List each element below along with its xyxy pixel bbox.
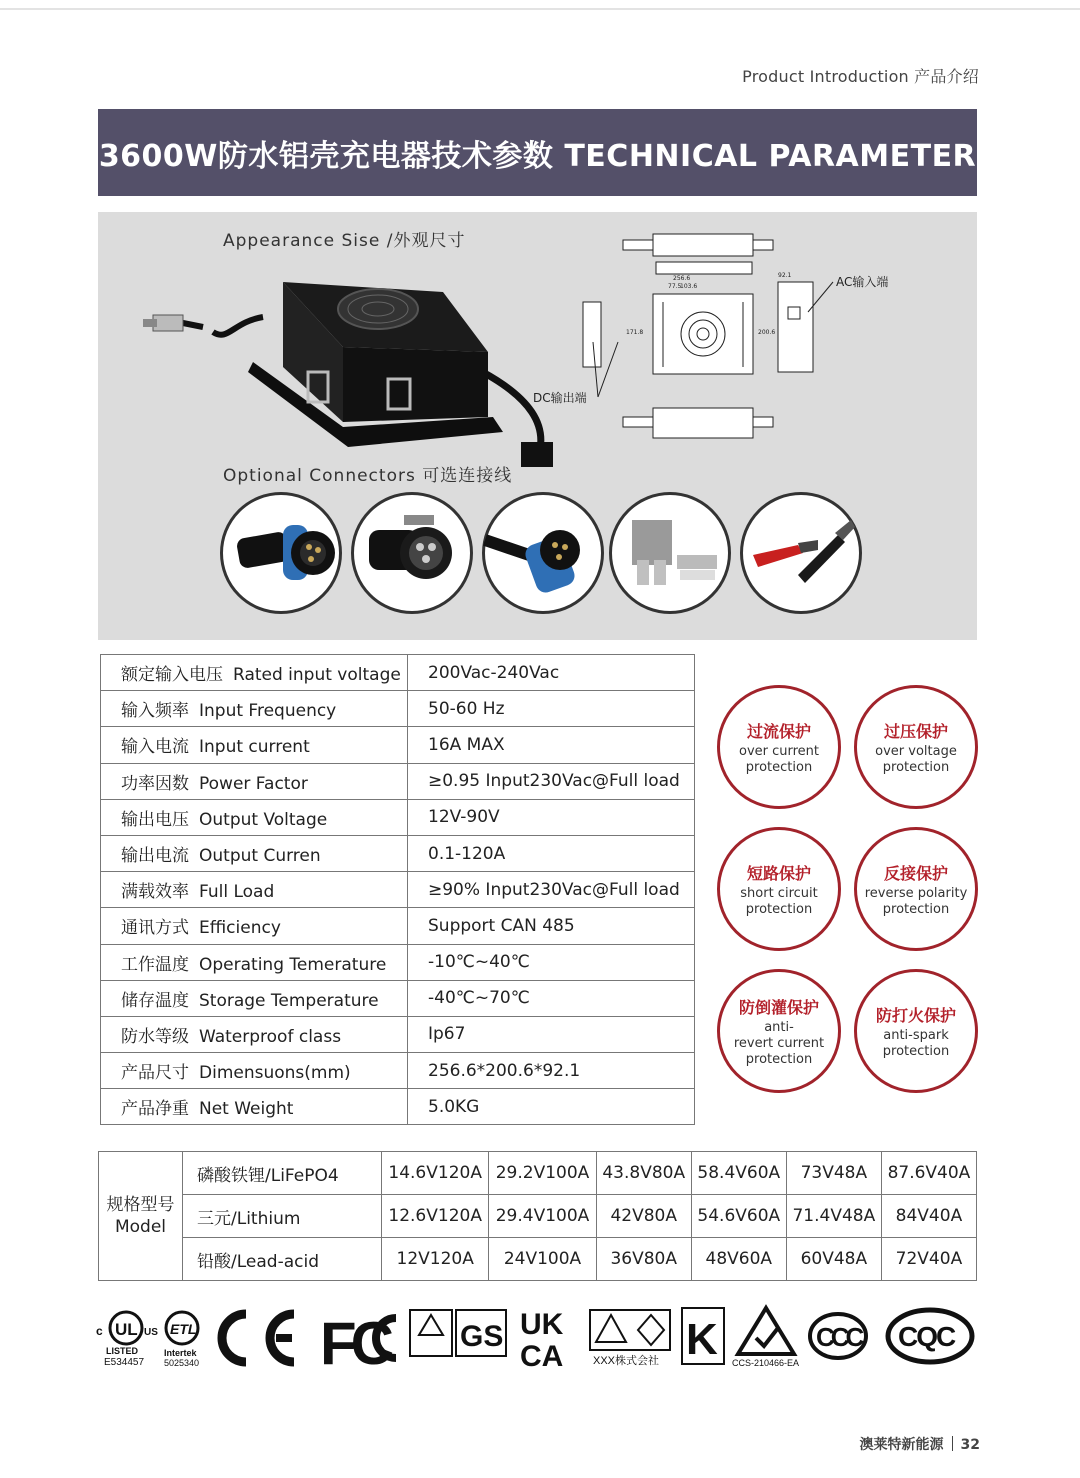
protection-desc: short circuit: [740, 885, 818, 901]
spec-label-en: Waterproof class: [199, 1026, 342, 1047]
model-cell: 43.8V80A: [596, 1152, 691, 1195]
model-cell: 29.4V100A: [489, 1195, 596, 1238]
section-label: Product Introduction 产品介绍: [742, 67, 979, 86]
spec-label-cn: 输入频率: [121, 701, 189, 722]
spec-label-cn: 防水等级: [121, 1026, 189, 1047]
spec-label: [101, 980, 408, 1016]
spec-label-en: Input Frequency: [199, 701, 337, 722]
spec-label: [101, 1053, 408, 1089]
spec-label: [101, 1016, 408, 1052]
model-cell: 72V40A: [881, 1238, 976, 1281]
svg-text:K: K: [686, 1315, 718, 1364]
spec-row: [101, 1053, 695, 1089]
model-cell: 36V80A: [596, 1238, 691, 1281]
model-header-en: Model: [114, 1217, 167, 1237]
page-footer: [860, 1434, 980, 1454]
connector-1-image: [220, 492, 342, 614]
protection-desc: protection: [882, 759, 950, 775]
spec-label: [101, 1089, 408, 1125]
spec-value: Support CAN 485: [408, 908, 695, 944]
spec-row: [101, 727, 695, 763]
spec-label-en: Output Voltage: [199, 809, 328, 830]
protection-desc: anti-spark: [883, 1027, 949, 1043]
appearance-label: Appearance Sise /外观尺寸: [223, 231, 466, 251]
spec-label: [101, 763, 408, 799]
spec-value: 5.0KG: [408, 1089, 695, 1125]
spec-row: [101, 944, 695, 980]
page-title: 3600W防水铝壳充电器技术参数 TECHNICAL PARAMETER: [98, 138, 977, 174]
ce-logo: [222, 1314, 294, 1362]
top-rule: [0, 8, 1080, 10]
spec-value: -10℃~40℃: [408, 944, 695, 980]
page-number: 32: [960, 1437, 980, 1453]
spec-label-cn: 工作温度: [121, 954, 189, 975]
spec-label-cn: 输出电流: [121, 846, 189, 867]
model-cell: 12.6V120A: [382, 1195, 489, 1238]
spec-label: [101, 655, 408, 691]
model-cell: 84V40A: [881, 1195, 976, 1238]
dim-depth: 200.6: [758, 329, 776, 336]
spec-label: [101, 799, 408, 835]
spec-label-cn: 产品净重: [121, 1099, 189, 1120]
spec-row: [101, 980, 695, 1016]
model-table: [98, 1151, 977, 1281]
spec-row: [101, 799, 695, 835]
etl-number: 5025340: [164, 1358, 200, 1368]
appearance-panel: [98, 212, 977, 640]
dc-output-label: DC输出端: [533, 391, 587, 405]
ukca-logo: [520, 1308, 564, 1373]
protection-desc: protection: [882, 901, 950, 917]
svg-text:c: c: [96, 1324, 103, 1338]
protection-title: 短路保护: [746, 863, 811, 883]
svg-text:UK: UK: [520, 1308, 564, 1341]
spec-label: [101, 727, 408, 763]
protection-title: 防倒灌保护: [738, 997, 819, 1017]
model-cell: 58.4V60A: [691, 1152, 786, 1195]
spec-label-cn: 储存温度: [121, 990, 189, 1011]
company-name: XXX株式会社: [593, 1355, 660, 1367]
spec-label-en: Efficiency: [199, 918, 281, 939]
spec-row: [101, 1089, 695, 1125]
spec-label: [101, 944, 408, 980]
spec-row: [101, 691, 695, 727]
model-cell: 48V60A: [691, 1238, 786, 1281]
spec-row: [101, 908, 695, 944]
spec-label-en: Output Curren: [199, 846, 321, 867]
protection-badge: [854, 827, 978, 951]
protection-title: 过压保护: [883, 721, 948, 741]
brand-name: 澳莱特新能源: [859, 1437, 944, 1453]
spec-label: [101, 908, 408, 944]
spec-label: [101, 835, 408, 871]
protection-badge: [717, 827, 841, 951]
svg-text:ETL: ETL: [170, 1321, 197, 1337]
dim-inner: 103.6: [680, 283, 698, 290]
protection-badge: [717, 685, 841, 809]
model-cell: 12V120A: [382, 1238, 489, 1281]
spec-label-cn: 额定输入电压: [121, 665, 223, 686]
model-cell: 14.6V120A: [382, 1152, 489, 1195]
dimension-drawing: [533, 222, 968, 452]
connector-3-image: [482, 492, 604, 614]
ac-input-label: AC输入端: [836, 275, 889, 289]
spec-row: [101, 655, 695, 691]
battery-type: 三元/Lithium: [183, 1195, 382, 1238]
ul-listed-text: LISTED: [106, 1346, 139, 1356]
svg-text:US: US: [144, 1327, 158, 1338]
connector-5-image: [740, 492, 862, 614]
model-cell: 42V80A: [596, 1195, 691, 1238]
protection-badge: [717, 969, 841, 1093]
spec-row: [101, 835, 695, 871]
footer-divider: [952, 1436, 953, 1451]
model-cell: 29.2V100A: [489, 1152, 596, 1195]
spec-label-en: Storage Temperature: [199, 990, 379, 1011]
model-cell: 54.6V60A: [691, 1195, 786, 1238]
model-cell: 60V48A: [786, 1238, 881, 1281]
charger-photo: [143, 247, 563, 467]
protection-desc: reverse polarity: [864, 885, 968, 901]
kc-logo: [682, 1308, 799, 1368]
battery-type: 磷酸铁锂/LiFePO4: [183, 1152, 382, 1195]
protection-title: 过流保护: [746, 721, 811, 741]
model-row: [99, 1152, 977, 1195]
spec-value: 0.1-120A: [408, 835, 695, 871]
spec-label-en: Power Factor: [199, 773, 308, 794]
model-cell: 71.4V48A: [786, 1195, 881, 1238]
svg-text:CQC: CQC: [898, 1321, 955, 1352]
connectors-label: Optional Connectors 可选连接线: [223, 466, 513, 486]
spec-row: [101, 872, 695, 908]
svg-text:CCC: CCC: [816, 1322, 861, 1352]
kc-number: CCS-210466-EA: [732, 1358, 800, 1368]
spec-label-en: Operating Temerature: [199, 954, 387, 975]
spec-label-cn: 输入电流: [121, 737, 189, 758]
protection-desc: over voltage: [875, 743, 957, 759]
spec-value: ≥0.95 Input230Vac@Full load: [408, 763, 695, 799]
spec-label-en: Net Weight: [199, 1099, 294, 1120]
tuv-gs-logo: [410, 1310, 506, 1356]
dim-offset: 77.5: [668, 283, 682, 290]
spec-value: 50-60 Hz: [408, 691, 695, 727]
connector-2-image: [351, 492, 473, 614]
model-cell: 87.6V40A: [881, 1152, 976, 1195]
spec-value: 12V-90V: [408, 799, 695, 835]
spec-table: [100, 654, 695, 1125]
spec-label-en: Dimensuons(mm): [199, 1063, 351, 1084]
protection-desc: protection: [745, 759, 813, 775]
svg-text:CA: CA: [520, 1340, 564, 1373]
ul-number: E534457: [104, 1357, 145, 1368]
protection-desc: over current: [738, 743, 820, 759]
connector-4-image: [609, 492, 731, 614]
ul-logo: [96, 1312, 158, 1368]
model-header-cn: 规格型号: [106, 1195, 175, 1215]
spec-label-cn: 输出电压: [121, 809, 189, 830]
spec-label-cn: 产品尺寸: [121, 1063, 189, 1084]
model-row: [99, 1195, 977, 1238]
pse-logo: [590, 1310, 670, 1367]
svg-text:GS: GS: [460, 1320, 504, 1353]
spec-label-en: Rated input voltage: [233, 665, 401, 686]
model-row: [99, 1238, 977, 1281]
spec-row: [101, 1016, 695, 1052]
protection-desc: protection: [745, 1051, 813, 1067]
spec-label: [101, 872, 408, 908]
spec-label: [101, 691, 408, 727]
etl-intertek-text: Intertek: [164, 1348, 197, 1358]
dim-height: 92.1: [778, 272, 792, 279]
spec-label-cn: 功率因数: [121, 773, 189, 794]
battery-type: 铅酸/Lead-acid: [183, 1238, 382, 1281]
fcc-logo: [320, 1310, 396, 1377]
protection-desc: protection: [745, 901, 813, 917]
spec-row: [101, 763, 695, 799]
dim-side: 171.8: [626, 329, 644, 336]
protection-title: 反接保护: [883, 863, 948, 883]
spec-label-en: Full Load: [199, 882, 275, 903]
svg-text:UL: UL: [115, 1320, 138, 1339]
protection-desc: revert current: [733, 1035, 825, 1051]
spec-label-cn: 满载效率: [121, 882, 189, 903]
dim-width: 256.6: [673, 275, 691, 282]
model-cell: 73V48A: [786, 1152, 881, 1195]
protection-badge: [854, 969, 978, 1093]
spec-value: ≥90% Input230Vac@Full load: [408, 872, 695, 908]
ccc-logo: [810, 1314, 866, 1358]
svg-text:FC: FC: [320, 1310, 388, 1377]
protection-badge: [854, 685, 978, 809]
spec-value: 256.6*200.6*92.1: [408, 1053, 695, 1089]
title-banner: [98, 109, 977, 196]
spec-value: Ip67: [408, 1016, 695, 1052]
model-header: [99, 1152, 183, 1281]
spec-value: 16A MAX: [408, 727, 695, 763]
certification-logos: [96, 1300, 976, 1377]
etl-logo: [164, 1312, 199, 1368]
model-cell: 24V100A: [489, 1238, 596, 1281]
spec-label-en: Input current: [199, 737, 310, 758]
protection-desc: anti-: [764, 1019, 794, 1035]
spec-value: -40℃~70℃: [408, 980, 695, 1016]
spec-label-cn: 通讯方式: [121, 918, 189, 939]
protection-desc: protection: [882, 1043, 950, 1059]
cqc-logo: [888, 1310, 972, 1362]
spec-value: 200Vac-240Vac: [408, 655, 695, 691]
protection-title: 防打火保护: [875, 1005, 956, 1025]
